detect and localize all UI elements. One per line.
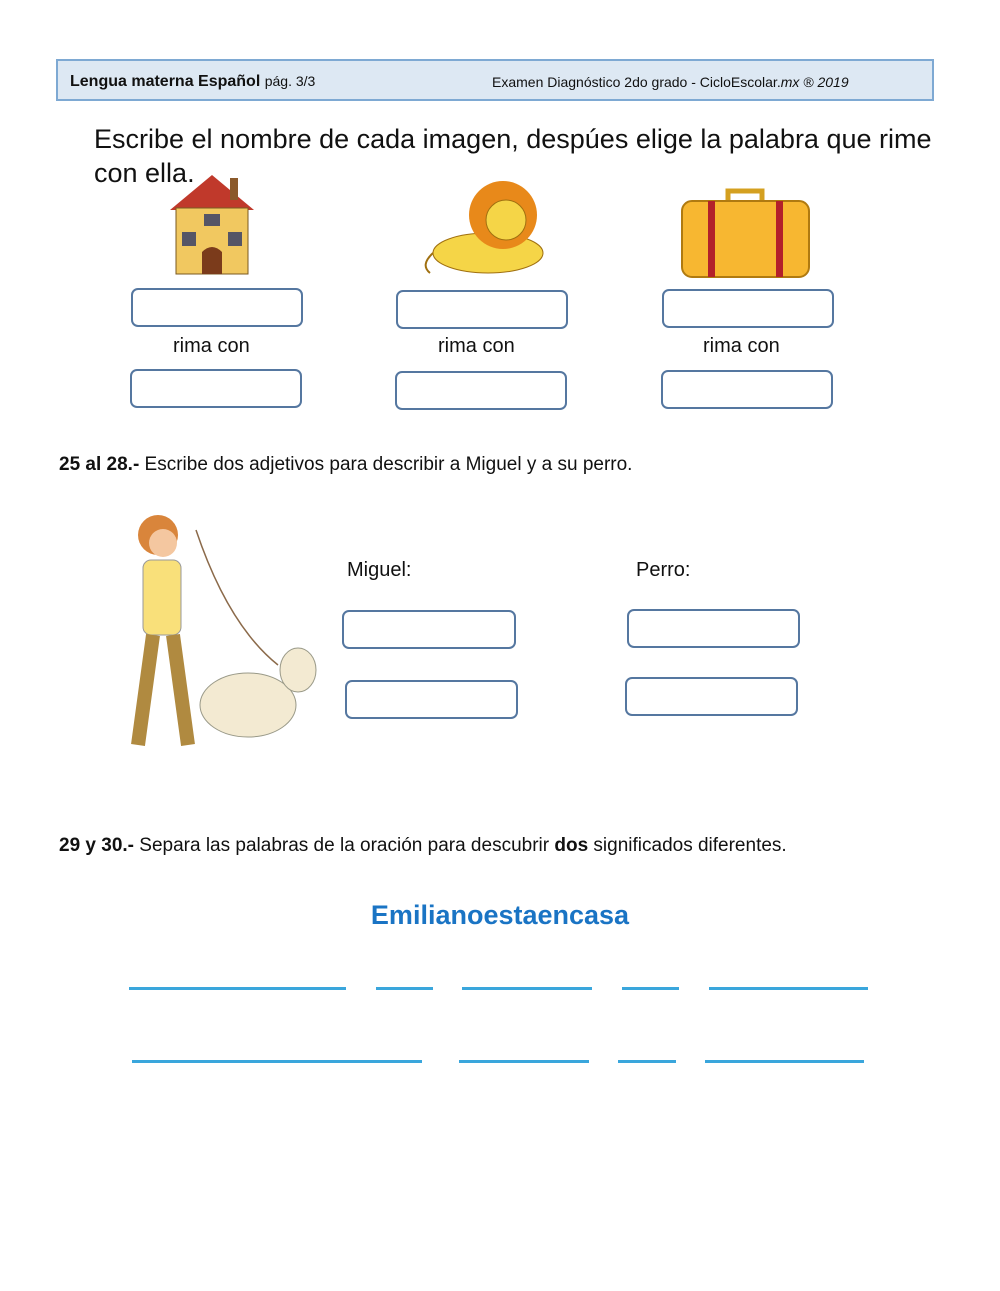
rhyme-1-name-input[interactable] bbox=[131, 288, 303, 327]
question-text: Separa las palabras de la oración para descubrir bbox=[134, 835, 555, 856]
rhyme-label: rima con bbox=[438, 335, 515, 357]
answer-line[interactable] bbox=[132, 1060, 422, 1063]
page-header bbox=[56, 59, 934, 101]
miguel-adjective-1-input[interactable] bbox=[342, 610, 516, 649]
rhyme-3-rhyme-input[interactable] bbox=[661, 370, 833, 409]
perro-adjective-2-input[interactable] bbox=[625, 677, 798, 716]
answer-line[interactable] bbox=[462, 987, 592, 990]
answer-line[interactable] bbox=[376, 987, 433, 990]
rhyme-1-rhyme-input[interactable] bbox=[130, 369, 302, 408]
subject-title: Lengua materna Español bbox=[70, 73, 261, 90]
rhyme-2-name-input[interactable] bbox=[396, 290, 568, 329]
miguel-dog-image bbox=[118, 505, 328, 770]
miguel-label: Miguel: bbox=[347, 559, 412, 581]
header-exam bbox=[492, 74, 849, 90]
suitcase-image bbox=[678, 185, 813, 280]
perro-adjective-1-input[interactable] bbox=[627, 609, 800, 648]
rhyme-2-rhyme-input[interactable] bbox=[395, 371, 567, 410]
question-text: significados diferentes. bbox=[588, 835, 787, 856]
rhyme-3-name-input[interactable] bbox=[662, 289, 834, 328]
rhyme-label: rima con bbox=[703, 335, 780, 357]
answer-line[interactable] bbox=[129, 987, 346, 990]
question-bold: dos bbox=[554, 835, 589, 856]
question-29 bbox=[59, 835, 787, 857]
lion-image bbox=[418, 175, 546, 280]
answer-line[interactable] bbox=[459, 1060, 589, 1063]
joined-sentence: Emilianoestaencasa bbox=[370, 900, 630, 930]
question-number: 29 y 30.- bbox=[59, 835, 134, 856]
house-image bbox=[160, 170, 264, 278]
exam-title: Examen Diagnóstico 2do grado - CicloEscolar. bbox=[492, 74, 781, 90]
answer-line[interactable] bbox=[622, 987, 679, 990]
perro-label: Perro: bbox=[636, 559, 691, 581]
miguel-adjective-2-input[interactable] bbox=[345, 680, 518, 719]
question-number: 25 al 28.- bbox=[59, 454, 140, 475]
header-subject bbox=[70, 73, 315, 91]
question-25 bbox=[59, 454, 632, 476]
answer-line[interactable] bbox=[709, 987, 868, 990]
exam-year: mx ® 2019 bbox=[780, 74, 849, 90]
rhyme-label: rima con bbox=[173, 335, 250, 357]
page-number: pág. 3/3 bbox=[264, 73, 316, 89]
instruction: Escribe el nombre de cada imagen, despúes elige la palabra que rime con ella. bbox=[94, 124, 932, 188]
answer-line[interactable] bbox=[618, 1060, 676, 1063]
question-text: Escribe dos adjetivos para describir a Miguel y a su perro. bbox=[139, 454, 633, 475]
answer-line[interactable] bbox=[705, 1060, 864, 1063]
